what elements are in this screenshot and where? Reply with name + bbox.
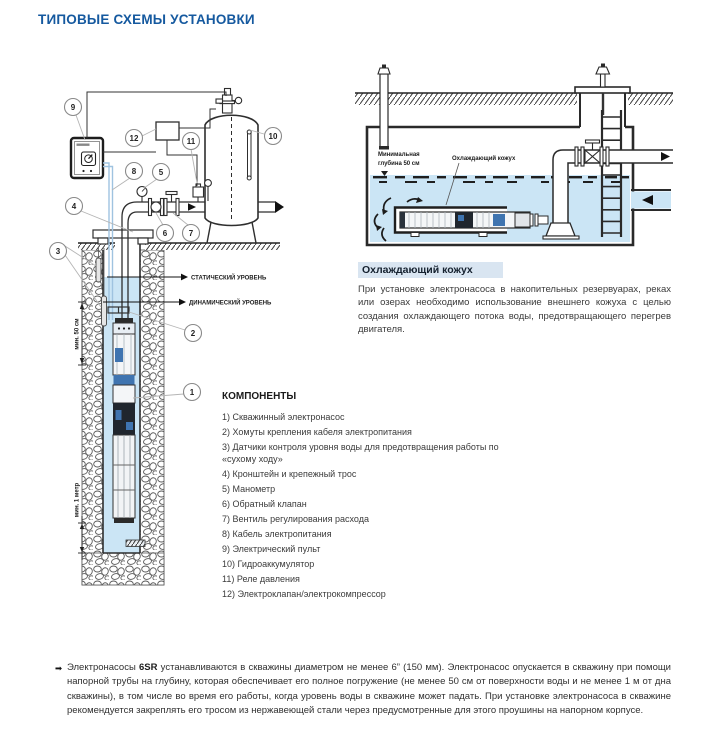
callout-1	[184, 384, 201, 401]
footnote-rest: устанавливаются в скважины диаметром не менее 6” (150 мм). Электронасос опускается в скважину при помощи напорной трубы на глубину, которая обеспечивает его полное погружение (не менее 50 см от поверхности воды и не менее 1 м от дна скважины), в том числе во время его работы, когда уровень воды в скважине может падать. При установке электронасоса в скважине рекомендуется закреплять его тросом из нержавеющей стали через предусмотренные для этого проушины на напорном корпусе.	[67, 662, 671, 717]
cooling-jacket-heading: Охлаждающий кожух	[358, 262, 503, 278]
relay-box	[156, 122, 179, 140]
callout-7	[183, 225, 200, 242]
min-depth-50-label: мин. 50 см	[74, 318, 81, 350]
svg-text:10: 10	[268, 132, 278, 141]
panel-logo	[77, 144, 90, 146]
cooling-jacket-text: При установке электронасоса в накопительных резервуарах, реках или озерах необходимо использование внешнего кожуха с целью создания охлаждающего потока воды, предотвращающего перегрев двигателя.	[358, 284, 671, 336]
svg-text:7: 7	[188, 229, 194, 238]
horizontal-pump	[400, 212, 548, 228]
svg-text:5: 5	[158, 168, 164, 177]
component-item: 10) Гидроаккумулятор	[222, 559, 315, 569]
pump-model: 6SR	[138, 662, 158, 673]
callout-5	[153, 164, 170, 181]
svg-text:6: 6	[162, 229, 168, 238]
svg-text:12: 12	[129, 134, 139, 143]
component-item: 5) Манометр	[222, 484, 276, 494]
callout-3	[50, 243, 67, 260]
svg-text:9: 9	[70, 103, 76, 112]
component-item: 4) Кронштейн и крепежный трос	[222, 469, 357, 479]
svg-text:8: 8	[131, 167, 137, 176]
component-item: 9) Электрический пульт	[222, 544, 321, 554]
pressure-gauge	[137, 187, 147, 203]
min-bottom-1m-label: мин. 1 метр	[74, 482, 81, 518]
min-depth-label-line2: глубина 50 см	[378, 161, 420, 167]
svg-text:1: 1	[189, 388, 195, 397]
component-item: 3) Датчики контроля уровня воды для предотвращения работы по «сухому ходу»	[222, 442, 499, 464]
svg-text:2: 2	[190, 329, 196, 338]
footnote	[55, 661, 671, 719]
svg-text:11: 11	[186, 137, 196, 146]
min-depth-label-line1: Минимальная	[378, 152, 420, 158]
callout-10	[265, 128, 282, 145]
manhole-cover	[575, 87, 630, 93]
callout-12	[126, 130, 143, 147]
tank-level-gauge	[247, 130, 251, 180]
components-heading: КОМПОНЕНТЫ	[222, 391, 297, 402]
footnote-lead: Электронасосы	[67, 662, 139, 673]
callout-4	[66, 198, 83, 215]
components-section	[222, 391, 518, 603]
cooling-jacket-section	[358, 260, 671, 337]
callout-2	[185, 325, 202, 342]
well-bottom-gravel	[126, 540, 145, 547]
component-item: 1) Скважинный электронасос	[222, 412, 345, 422]
check-valve	[149, 199, 164, 216]
flow-arrow	[188, 203, 196, 211]
svg-text:3: 3	[55, 247, 61, 256]
callout-9	[65, 99, 82, 116]
pressure-tank	[205, 89, 258, 244]
component-item: 7) Вентиль регулирования расхода	[222, 514, 369, 524]
component-item: 12) Электроклапан/электрокомпрессор	[222, 589, 386, 599]
inlet-pipe	[631, 190, 671, 210]
electric-control-panel	[71, 138, 103, 178]
dynamic-level-label: ДИНАМИЧЕСКИЙ УРОВЕНЬ	[189, 300, 272, 307]
reservoir-installation-diagram	[355, 55, 675, 250]
svg-text:4: 4	[71, 202, 77, 211]
component-item: 8) Кабель электропитания	[222, 529, 332, 539]
pipe-stand	[546, 223, 575, 236]
page-title: ТИПОВЫЕ СХЕМЫ УСТАНОВКИ	[38, 12, 255, 27]
vent-pipe	[378, 65, 390, 150]
callout-8	[126, 163, 143, 180]
component-item: 11) Реле давления	[222, 574, 300, 584]
callout-6	[157, 225, 174, 242]
component-item: 6) Обратный клапан	[222, 499, 307, 509]
cooling-jacket-label: Охлаждающий кожух	[452, 156, 516, 162]
submersible-pump	[113, 318, 135, 523]
arrow-bullet-icon: ➡	[55, 663, 63, 673]
footnote-text	[67, 661, 671, 719]
outlet-arrow	[275, 201, 284, 213]
component-item: 2) Хомуты крепления кабеля электропитания	[222, 427, 412, 437]
callout-11	[183, 133, 200, 150]
static-level-label: СТАТИЧЕСКИЙ УРОВЕНЬ	[191, 275, 267, 282]
